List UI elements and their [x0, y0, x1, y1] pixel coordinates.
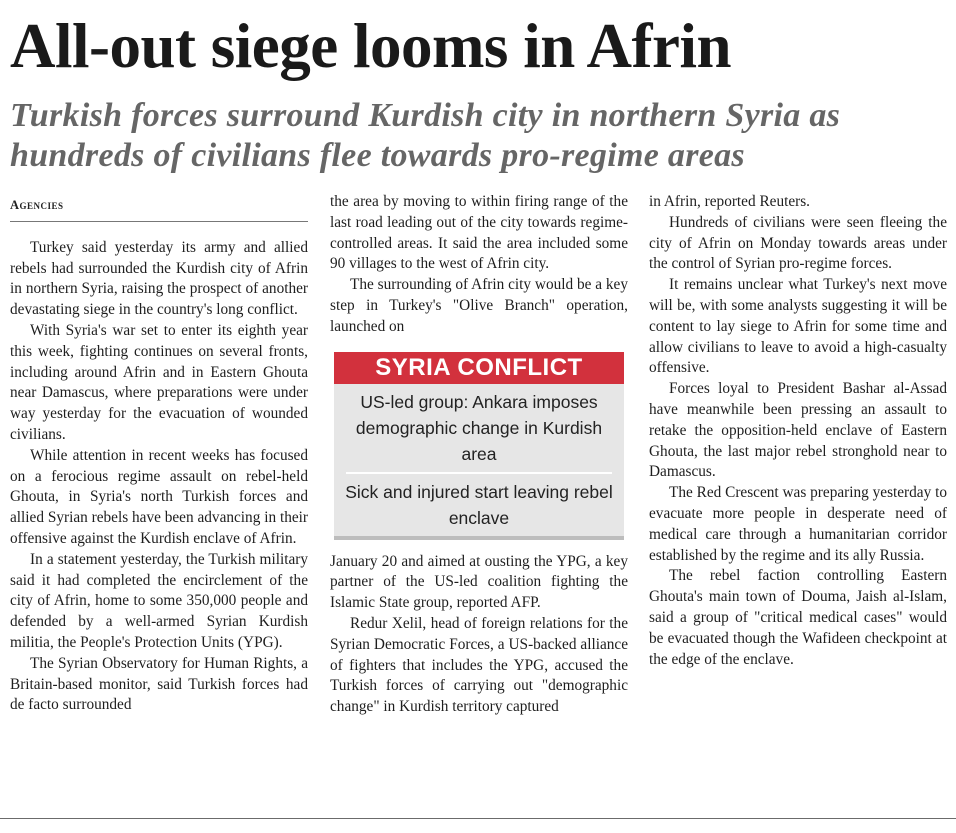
article-paragraph: The Syrian Observatory for Human Rights, a Britain-based monitor, said Turkish forces had de facto surrounded	[10, 654, 308, 714]
article-paragraph: It remains unclear what Turkey's next move will be, with some analysts suggesting it will be content to lay siege to Afrin for some time and allow civilians to leave to avoid a high-casualty offensive.	[649, 276, 947, 377]
article-paragraph: While attention in recent weeks has focused on a ferocious regime assault on rebel-held Ghouta, in Syria's north Turkish forces and allied Syrian rebels have been advancing in their offensive against the Kurdish enclave of Afrin.	[10, 446, 308, 547]
article-paragraph: January 20 and aimed at ousting the YPG, a key partner of the US-led coalition fighting the Islamic State group, reported AFP.	[330, 552, 628, 612]
article-paragraph: in Afrin, reported Reuters.	[649, 193, 810, 210]
article-paragraph: The Red Crescent was preparing yesterday to evacuate more people in desperate need of medical care through a humanitarian corridor established by the regime and its ally Russia.	[649, 484, 947, 564]
related-story-link[interactable]: Sick and injured start leaving rebel enclave	[345, 481, 613, 528]
related-stories-title: SYRIA CONFLICT	[334, 352, 624, 384]
article-paragraph: In a statement yesterday, the Turkish military said it had completed the encirclement of the city of Afrin, home to some 350,000 people and defended by a well-armed Syrian Kurdish militia, the People's Protection Units (YPG).	[10, 550, 308, 651]
article-paragraph: the area by moving to within firing range of the last road leading out of the city towards regime-controlled areas. It said the area included some 90 villages to the west of Afrin city.	[330, 193, 628, 273]
article-paragraph: The surrounding of Afrin city would be a key step in Turkey's "Olive Branch" operation, launched on	[330, 276, 628, 335]
article-paragraph: Redur Xelil, head of foreign relations for the Syrian Democratic Forces, a US-backed alliance of fighters that includes the YPG, accused the Turkish forces of carrying out "demographic change" in Kurdish territory captured	[330, 614, 628, 716]
subheadline: Turkish forces surround Kurdish city in northern Syria as hundreds of civilians flee towards pro-regime areas	[10, 97, 841, 174]
article-paragraph: Forces loyal to President Bashar al-Assad have meanwhile been pressing an assault to retake the opposition-held enclave of Eastern Ghouta, the last major rebel stronghold near to Damascus.	[649, 380, 947, 481]
bottom-rule	[0, 818, 956, 819]
article-paragraph: With Syria's war set to enter its eighth year this week, fighting continues on several fronts, including around Afrin and in Eastern Ghouta near Damascus, where preparations were under way yesterday for the evacuation of wounded civilians.	[10, 321, 308, 443]
article-column-2	[330, 192, 628, 718]
headline: All-out siege looms in Afrin	[10, 11, 731, 81]
related-story-link[interactable]: US-led group: Ankara imposes demographic change in Kurdish area	[355, 391, 603, 464]
article-column-3	[649, 192, 947, 670]
byline: Agencies	[10, 192, 308, 222]
article-paragraph: The rebel faction controlling Eastern Ghouta's main town of Douma, Jaish al-Islam, said a group of "critical medical cases" would be evacuated though the Wafideen checkpoint at the edge of the enclave.	[649, 567, 947, 668]
article-column-1	[10, 192, 308, 716]
related-stories-box	[334, 352, 624, 540]
article-paragraph: Hundreds of civilians were seen fleeing the city of Afrin on Monday towards areas under the control of Syrian pro-regime forces.	[649, 213, 947, 273]
article-paragraph: Turkey said yesterday its army and allied rebels had surrounded the Kurdish city of Afrin in northern Syria, raising the prospect of another devastating siege in the country's long conflict.	[10, 238, 308, 319]
